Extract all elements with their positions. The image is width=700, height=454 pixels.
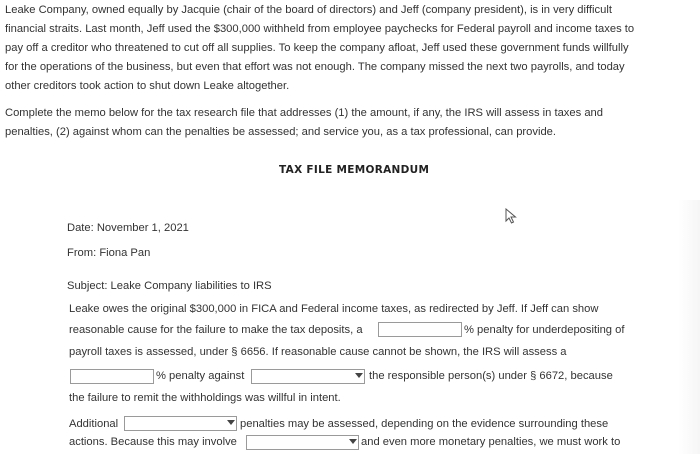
screen-glare — [678, 200, 700, 454]
chevron-down-icon — [355, 373, 363, 378]
memo-body-line-2a: reasonable cause for the failure to make the tax deposits, a — [69, 324, 363, 336]
intro-line-2: financial straits. Last month, Jeff used the $300,000 withheld from employee paychecks for Federal payroll and income taxes to — [5, 23, 635, 35]
memo-body-line-1: Leake owes the original $300,000 in FICA and Federal income taxes, as redirected by Jeff. If Jeff can show — [69, 303, 599, 315]
chevron-down-icon — [227, 420, 235, 425]
memo-from: From: Fiona Pan — [67, 247, 151, 259]
intro-line-4: for the operations of the business, but even that effort was not enough. The company missed the next two payrolls, and today — [5, 61, 625, 73]
memo-body-line-2b: % penalty for underdepositing of — [464, 324, 625, 336]
memo-body-line-4a: % penalty against — [156, 370, 245, 382]
memo-body-line-4b: the responsible person(s) under § 6672, because — [369, 370, 613, 382]
intro-line-3: pay off a creditor who threatened to cut off all supplies. To keep the company afloat, Jeff used these government funds willfully — [5, 42, 629, 54]
may-involve-select[interactable] — [246, 435, 359, 450]
intro-line-5: other creditors took action to shut down Leake altogether. — [5, 80, 290, 92]
additional-penalties-select[interactable] — [124, 416, 237, 431]
memo-body-line-7a: actions. Because this may involve — [69, 436, 237, 448]
memo-subject: Subject: Leake Company liabilities to IRS — [67, 280, 272, 292]
instructions-line-1: Complete the memo below for the tax research file that addresses (1) the amount, if any, the IRS will assess in taxes and — [5, 107, 603, 119]
memo-body-line-3: payroll taxes is assessed, under § 6656. If reasonable cause cannot be shown, the IRS will assess a — [69, 346, 567, 358]
memo-title: TAX FILE MEMORANDUM — [279, 164, 430, 176]
penalty-percent-no-reasonable-cause-input[interactable] — [70, 369, 154, 384]
memo-date: Date: November 1, 2021 — [67, 222, 189, 234]
penalty-against-select[interactable] — [251, 369, 365, 384]
penalty-percent-reasonable-cause-input[interactable] — [378, 322, 462, 337]
mouse-pointer-icon — [505, 208, 519, 224]
chevron-down-icon — [349, 439, 357, 444]
memo-body-line-5: the failure to remit the withholdings was willful in intent. — [69, 392, 341, 404]
memo-body-line-7b: and even more monetary penalties, we must work to — [361, 436, 621, 448]
memo-body-line-6b: penalties may be assessed, depending on the evidence surrounding these — [240, 418, 609, 430]
memo-body-line-6a: Additional — [69, 418, 119, 430]
instructions-line-2: penalties, (2) against whom can the penalties be assessed; and service you, as a tax professional, can provide. — [5, 126, 556, 138]
intro-line-1: Leake Company, owned equally by Jacquie (chair of the board of directors) and Jeff (company president), is in very difficult — [5, 4, 612, 16]
